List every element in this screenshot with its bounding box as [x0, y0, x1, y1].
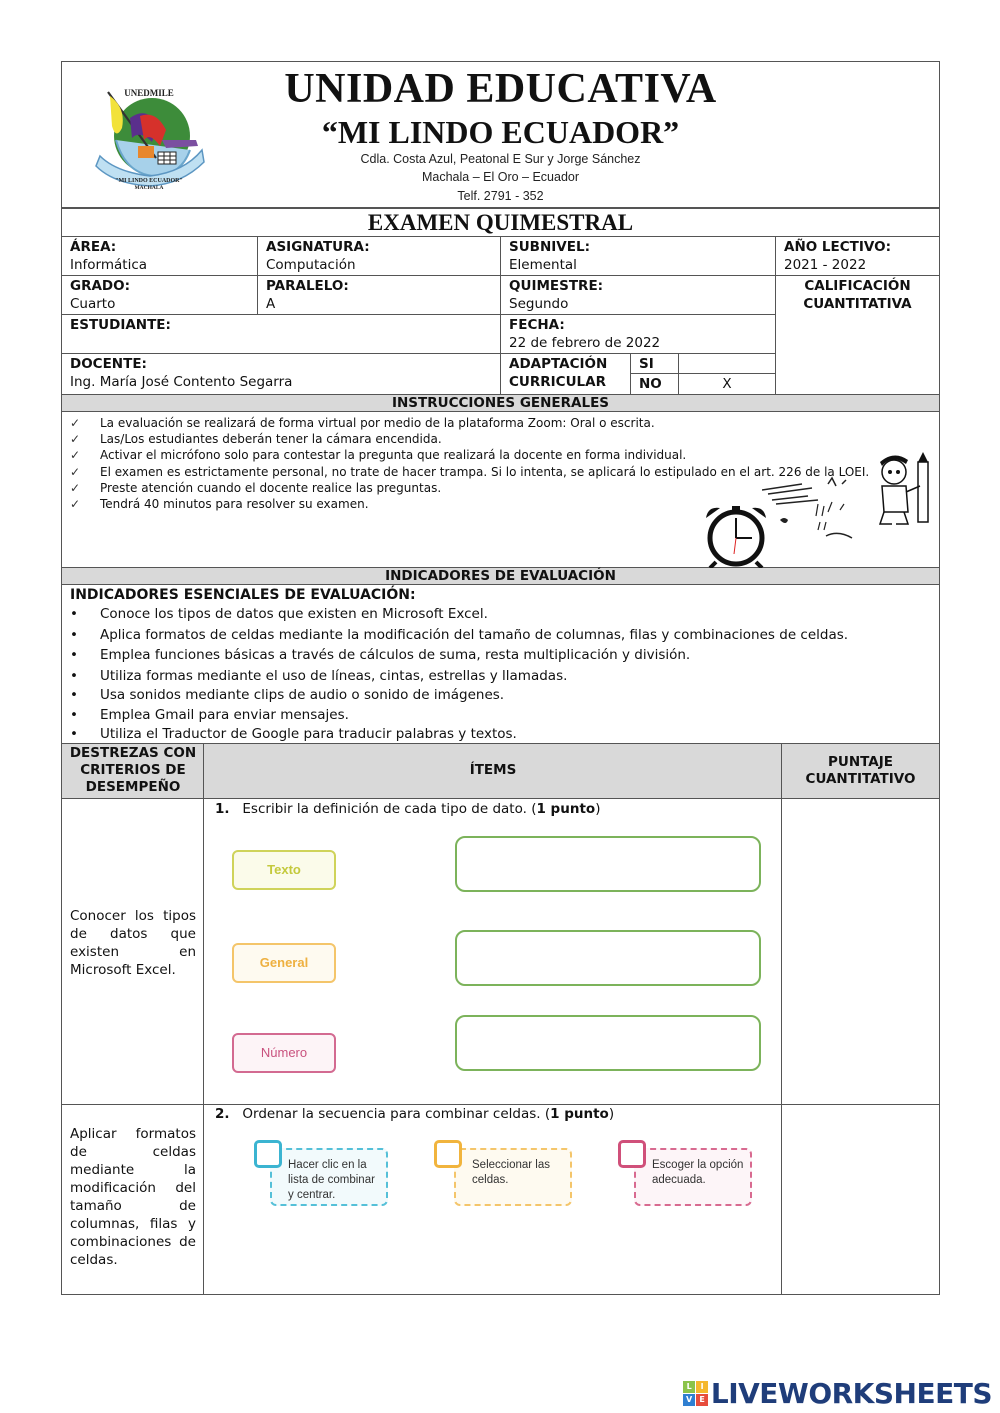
tag-texto[interactable]: Texto — [232, 850, 336, 890]
tag-general[interactable]: General — [232, 943, 336, 983]
indicadores-section — [62, 585, 939, 743]
school-phone: Telf. 2791 - 352 — [457, 189, 544, 203]
area-value: Informática — [70, 257, 148, 273]
checkmark-icon: ✓ — [70, 464, 81, 479]
bullet-icon: • — [70, 725, 78, 742]
instruction-item: ✓ Las/Los estudiantes deberán tener la cámara encendida. — [70, 432, 442, 447]
calificacion-field[interactable]: CALIFICACIÓN CUANTITATIVA — [803, 278, 912, 312]
liveworksheets-logo — [683, 1377, 992, 1410]
answer-texto-field[interactable] — [455, 836, 761, 892]
svg-text:"MI LINDO ECUADOR": "MI LINDO ECUADOR" — [115, 178, 183, 184]
checkmark-icon: ✓ — [70, 432, 81, 447]
indicadores-list — [70, 604, 931, 743]
adaptacion-si-field[interactable] — [679, 354, 776, 374]
instruction-item: ✓ El examen es estrictamente personal, no trate de hacer trampa. Si lo intenta, se aplicará lo estipulado en el art. 226 de la LOEI. — [70, 464, 870, 479]
paralelo-value: A — [266, 296, 276, 312]
step-card-2: Seleccionar las celdas. — [454, 1148, 572, 1206]
column-divider — [203, 744, 204, 1294]
bullet-icon: • — [70, 667, 78, 684]
school-address: Cdla. Costa Azul, Peatonal E Sur y Jorge Sánchez — [360, 152, 641, 166]
svg-text:UNEDMILE: UNEDMILE — [124, 88, 174, 98]
question-1: 1. Escribir la definición de cada tipo de dato. (1 punto) — [215, 800, 601, 817]
adaptacion-si-label: SI — [631, 354, 679, 374]
exam-title: EXAMEN QUIMESTRAL — [62, 209, 939, 237]
skill-text: Conocer los tipos de datos que existen en Microsoft Excel. — [70, 907, 196, 978]
adaptacion-label-cell: ADAPTACIÓN CURRICULAR — [501, 354, 631, 394]
indicadores-title: INDICADORES DE EVALUACIÓN — [62, 567, 939, 585]
header-destrezas: DESTREZAS CON CRITERIOS DE DESEMPEÑO — [62, 744, 204, 799]
docente-value: Ing. María José Contento Segarra — [70, 374, 293, 390]
indicator-item: • Emplea funciones básicas a través de cálculos de suma, resta multiplicación y división. — [70, 645, 931, 666]
subnivel-cell: SUBNIVEL: Elemental — [501, 237, 776, 276]
exam-info-grid — [62, 237, 939, 394]
liveworksheets-blocks-icon: L I V E — [683, 1381, 708, 1406]
bullet-icon: • — [70, 686, 78, 703]
tag-numero[interactable]: Número — [232, 1033, 336, 1073]
indicadores-subtitle: INDICADORES ESENCIALES DE EVALUACIÓN: — [70, 587, 416, 603]
asignatura-cell: ASIGNATURA: Computación — [258, 237, 501, 276]
instrucciones-section — [62, 412, 939, 567]
instruction-item: ✓ La evaluación se realizará de forma virtual por medio de la plataforma Zoom: Oral o escrita. — [70, 416, 655, 430]
answer-general-field[interactable] — [455, 930, 761, 986]
indicator-item: • Aplica formatos de celdas mediante la modificación del tamaño de columnas, filas y combinaciones de celdas. — [70, 625, 931, 646]
checkmark-icon: ✓ — [70, 416, 81, 430]
student-cartoon-icon — [870, 452, 936, 530]
bullet-icon: • — [70, 706, 78, 723]
header-puntaje: PUNTAJE CUANTITATIVO — [782, 744, 939, 799]
header-items: ÍTEMS — [204, 744, 782, 799]
estudiante-field[interactable]: ESTUDIANTE: — [62, 315, 501, 354]
answer-numero-field[interactable] — [455, 1015, 761, 1071]
score-field-1[interactable] — [782, 799, 939, 1104]
checkmark-icon: ✓ — [70, 480, 81, 495]
area-cell: ÁREA: Informática — [62, 237, 258, 276]
paralelo-cell: PARALELO: A — [258, 276, 501, 315]
scribble-icon — [762, 476, 872, 540]
school-city: Machala – El Oro – Ecuador — [421, 170, 580, 184]
indicator-item: • Emplea Gmail para enviar mensajes. — [70, 704, 931, 726]
instrucciones-title: INSTRUCCIONES GENERALES — [62, 394, 939, 412]
adaptacion-no-label: NO — [631, 374, 679, 394]
school-name: UNIDAD EDUCATIVA — [284, 66, 717, 112]
indicator-item: • Utiliza formas mediante el uso de líneas, cintas, estrellas y llamadas. — [70, 666, 931, 687]
instruction-item: ✓ Activar el micrófono solo para contestar la pregunta que realizará la docente en forma individual. — [70, 448, 687, 463]
step-order-box-2[interactable] — [434, 1140, 462, 1168]
question-2: 2. Ordenar la secuencia para combinar celdas. (1 punto) — [215, 1105, 615, 1122]
step-order-box-1[interactable] — [254, 1140, 282, 1168]
instruction-item: ✓ Preste atención cuando el docente realice las preguntas. — [70, 480, 442, 495]
indicator-item: • Conoce los tipos de datos que existen en Microsoft Excel. — [70, 604, 931, 625]
fecha-cell: FECHA: 22 de febrero de 2022 — [501, 315, 776, 354]
bullet-icon: • — [70, 647, 78, 663]
step-card-3: Escoger la opción adecuada. — [634, 1148, 752, 1206]
anio-value: 2021 - 2022 — [784, 257, 867, 273]
indicator-item: • Usa sonidos mediante clips de audio o sonido de imágenes. — [70, 686, 505, 703]
score-field-2[interactable] — [782, 1105, 939, 1293]
quimestre-value: Segundo — [509, 296, 569, 312]
instruction-item: ✓ Tendrá 40 minutos para resolver su examen. — [70, 497, 369, 512]
grado-cell: GRADO: Cuarto — [62, 276, 258, 315]
indicator-item: • Utiliza el Traductor de Google para traducir palabras y textos. — [70, 725, 517, 742]
svg-text:MACHALA: MACHALA — [134, 185, 164, 190]
asignatura-value: Computación — [266, 257, 356, 273]
school-header — [62, 62, 939, 209]
bullet-icon: • — [70, 606, 78, 622]
skill-text: Aplicar formatos de celdas mediante la modificación del tamaño de columnas, filas y combinaciones de celdas. — [70, 1125, 196, 1268]
step-order-box-3[interactable] — [618, 1140, 646, 1168]
items-table — [62, 743, 939, 1294]
checkmark-icon: ✓ — [70, 448, 81, 463]
liveworksheets-brand: LIVEWORKSHEETS — [710, 1377, 992, 1410]
fecha-value: 22 de febrero de 2022 — [509, 335, 661, 351]
anio-cell: AÑO LECTIVO: 2021 - 2022 — [776, 237, 939, 276]
school-subtitle: “MI LINDO ECUADOR” — [321, 114, 680, 150]
exam-sheet — [61, 61, 940, 1295]
bullet-icon: • — [70, 626, 78, 643]
grado-value: Cuarto — [70, 296, 116, 312]
quimestre-cell: QUIMESTRE: Segundo — [501, 276, 776, 315]
subnivel-value: Elemental — [509, 257, 577, 273]
checkmark-icon: ✓ — [70, 497, 81, 512]
adaptacion-no-field[interactable]: X — [679, 374, 776, 394]
step-card-1: Hacer clic en la lista de combinar y centrar. — [270, 1148, 388, 1206]
docente-cell: DOCENTE: Ing. María José Contento Segarra — [62, 354, 501, 394]
